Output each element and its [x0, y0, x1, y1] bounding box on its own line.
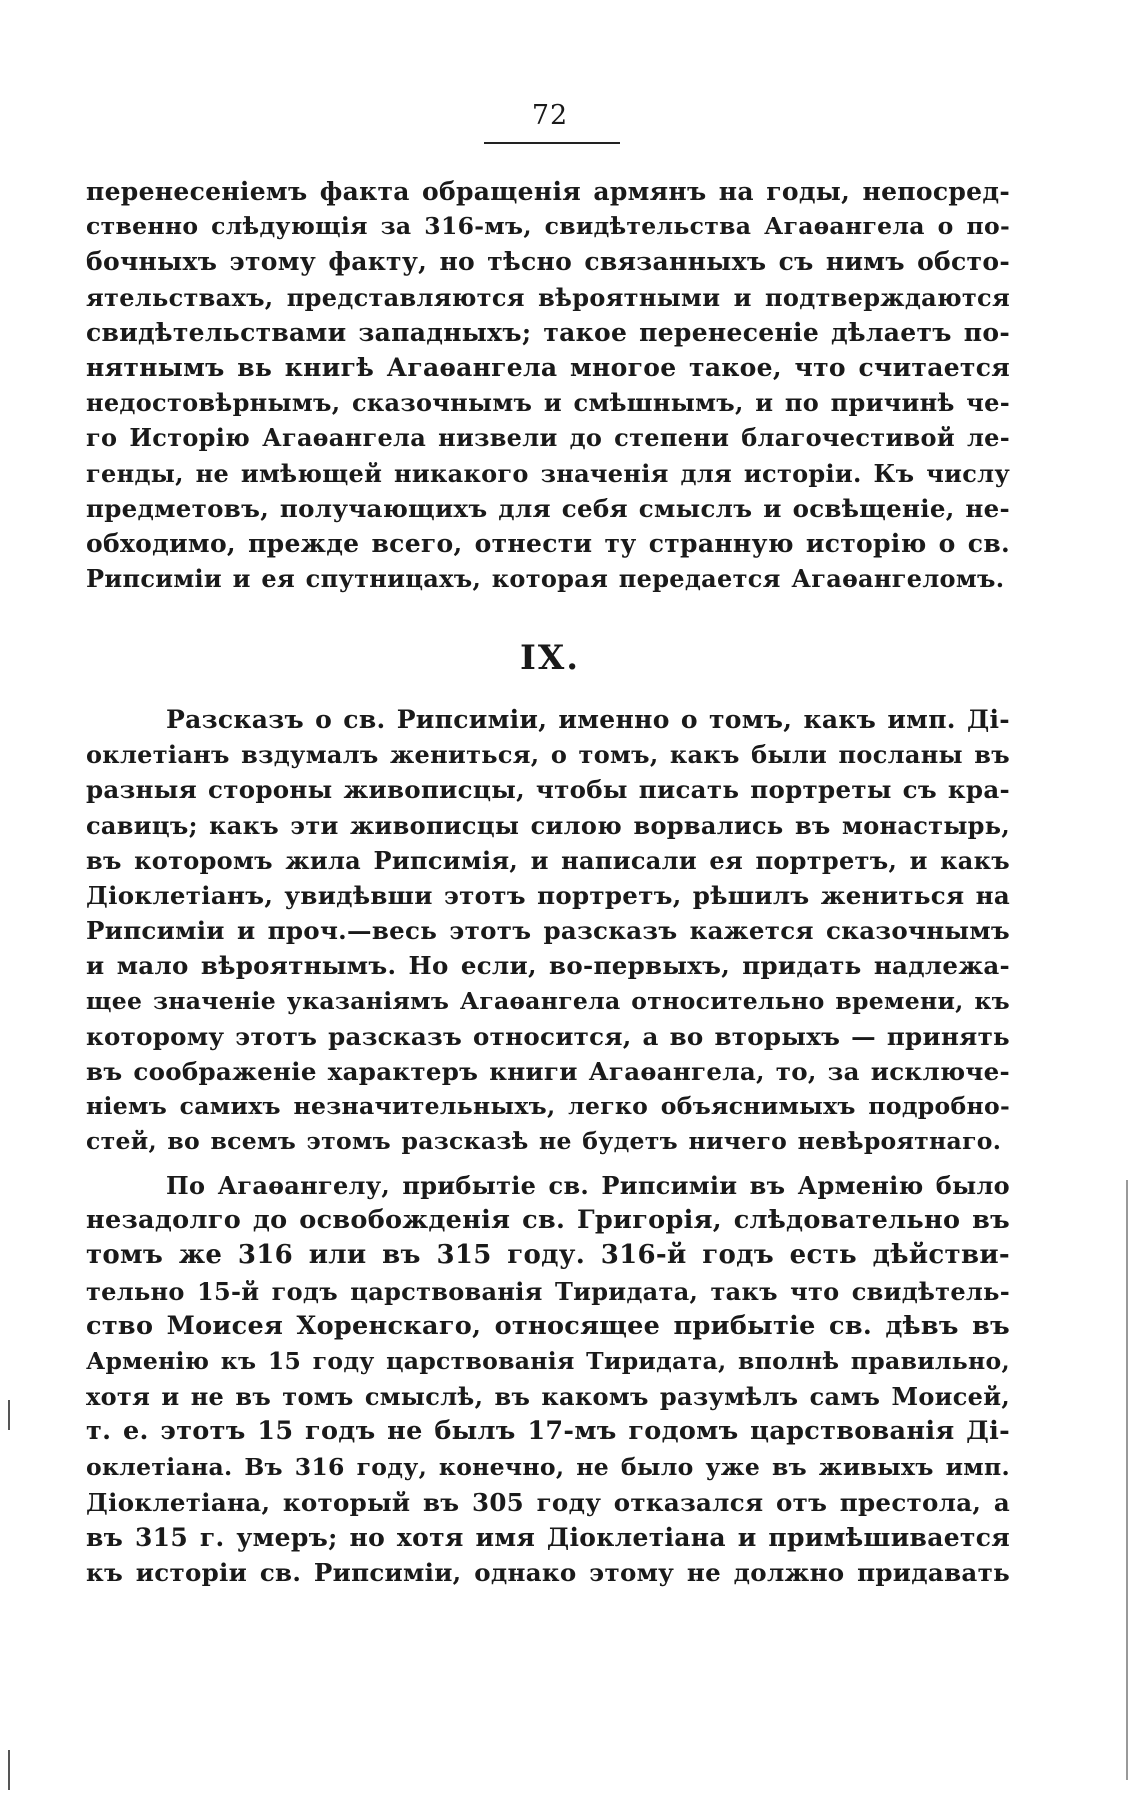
text-line: въ соображеніе характеръ книги Агаѳангела, то, за исключе- — [86, 1056, 1010, 1086]
text-line: которому этотъ разсказъ относится, а во вторыхъ — принять — [86, 1021, 1010, 1051]
text-line: савицъ; какъ эти живописцы силою ворвались въ монастырь, — [86, 810, 1010, 840]
text-line: и мало вѣроятнымъ. Но если, во-первыхъ, придать надлежа- — [86, 951, 1010, 981]
text-line: По Агаѳангелу, прибытіе св. Рипсиміи въ Арменію было — [166, 1171, 1010, 1200]
page-number: 72 — [531, 100, 569, 131]
text-line: стей, во всемъ этомъ разсказѣ не будетъ ничего невѣроятнаго. — [86, 1127, 1002, 1156]
scan-margin-mark — [8, 1400, 10, 1430]
text-line: недостовѣрнымъ, сказочнымъ и смѣшнымъ, и по причинѣ че- — [86, 388, 1010, 418]
text-line: ніемъ самихъ незначительныхъ, легко объяснимыхъ подробно- — [86, 1092, 1010, 1121]
text-line: Діоклетіанъ, увидѣвши этотъ портретъ, рѣшилъ жениться на — [86, 880, 1010, 910]
text-line: Діоклетіана, который въ 305 году отказался отъ престола, а — [86, 1487, 1010, 1517]
text-line: къ исторіи св. Рипсиміи, однако этому не должно придавать — [86, 1558, 1010, 1588]
text-line: ственно слѣдующія за 316-мъ, свидѣтельства Агаѳангела о по- — [86, 212, 1010, 241]
text-line: оклетіанъ вздумалъ жениться, о томъ, какъ были посланы въ — [86, 740, 1010, 770]
text-line: въ которомъ жила Рипсимія, и написали ея портретъ, и какъ — [86, 845, 1010, 875]
text-line: оклетіана. Въ 316 году, конечно, не было уже въ живыхъ имп. — [86, 1452, 1010, 1481]
paragraph-continuation — [86, 174, 1010, 596]
scan-page-edge — [1126, 1180, 1128, 1780]
text-line: нятнымъ вь книгѣ Агаѳангела многое такое, что считается — [86, 352, 1010, 382]
text-line: томъ же 316 или въ 315 году. 316-й годъ есть дѣйстви- — [86, 1240, 1010, 1271]
text-line: Рипсиміи и ея спутницахъ, которая передается Агаѳангеломъ. — [86, 564, 1005, 594]
text-line: предметовъ, получающихъ для себя смыслъ и освѣщеніе, не- — [86, 493, 1010, 523]
paragraph-rhipsime-story — [86, 702, 1010, 1159]
text-line: Рипсиміи и проч.—весь этотъ разсказъ кажется сказочнымъ — [86, 916, 1010, 946]
text-line: щее значеніе указаніямъ Агаѳангела относительно времени, къ — [86, 986, 1010, 1015]
text-line: ство Моисея Хоренскаго, относящее прибытіе св. дѣвъ въ — [86, 1310, 1010, 1341]
text-line: въ 315 г. умеръ; но хотя имя Діоклетіана и примѣшивается — [86, 1522, 1010, 1552]
text-line: обходимо, прежде всего, отнести ту странную исторію о св. — [86, 528, 1010, 558]
text-line: ятельствахъ, представляются вѣроятными и подтверждаются — [86, 282, 1010, 312]
paragraph-agathangelos-chronology — [86, 1168, 1010, 1590]
page-number-rule — [484, 142, 620, 144]
text-line: разныя стороны живописцы, чтобы писать портреты съ кра- — [86, 775, 1010, 805]
text-line: свидѣтельствами западныхъ; такое перенесеніе дѣлаетъ по- — [86, 317, 1010, 347]
text-line: Арменію къ 15 году царствованія Тиридата, вполнѣ правильно, — [86, 1346, 1010, 1375]
text-line: Разсказъ о св. Рипсиміи, именно о томъ, какъ имп. Ді- — [166, 705, 1010, 734]
text-line: хотя и не въ томъ смыслѣ, въ какомъ разумѣлъ самъ Моисей, — [86, 1382, 1010, 1412]
text-line: т. е. этотъ 15 годъ не былъ 17-мъ годомъ царствованія Ді- — [86, 1416, 1010, 1447]
section-heading: IX. — [519, 638, 581, 678]
scan-margin-mark — [8, 1750, 10, 1790]
text-line: бочныхъ этому факту, но тѣсно связанныхъ съ нимъ обсто- — [86, 247, 1010, 277]
text-line: перенесеніемъ факта обращенія армянъ на годы, непосред- — [86, 177, 1010, 206]
text-line: незадолго до освобожденія св. Григорія, слѣдовательно въ — [86, 1205, 1010, 1236]
text-line: го Исторію Агаѳангела низвели до степени благочестивой ле- — [86, 423, 1010, 453]
text-line: тельно 15-й годъ царствованія Тиридата, такъ что свидѣтель- — [86, 1276, 1010, 1306]
text-line: генды, не имѣющей никакого значенія для исторіи. Къ числу — [86, 458, 1010, 488]
